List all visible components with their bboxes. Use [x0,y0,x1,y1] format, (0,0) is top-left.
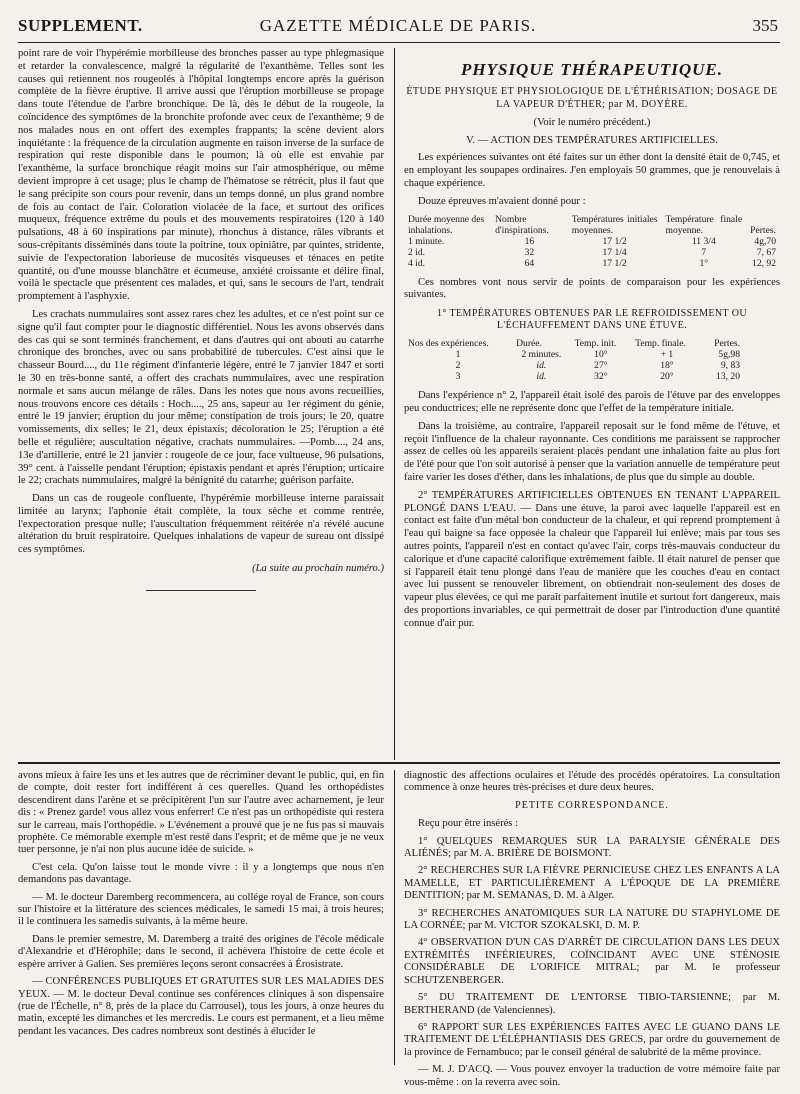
table-cell: 9, 83 [720,360,740,372]
previous-issue-note: (Voir le numéro précédent.) [533,116,651,128]
bottom-left-column [18,770,384,1043]
subsection-heading: V. — ACTION DES TEMPÉRATURES ARTIFICIELLES. [466,134,718,146]
table-header-cell: Pertes. [750,224,776,236]
article-paragraph: Dans la troisième, au contraire, l'appareil reposait sur le fond même de l'étuve, et reçoit l'influence de la chaleur rayonnante. Ces conditions me paraissent se rapprocher assez de celles où les appareils seraient placés pendant une inhalation faite au plus fort de l'été pour que l'on soit autorisé à penser que la variation annuelle de température peut faire varier les doses d'éther, dans les inhalations, de plus que du simple au double. [404,420,780,483]
table-cell: 18° [660,360,674,372]
journal-title: GAZETTE MÉDICALE DE PARIS. [259,16,537,35]
news-paragraph: Dans le premier semestre, M. Daremberg a traité des origines de l'école médicale d'Alexandrie et d'Hérophile; dans le second, il achèvera l'histoire de cette école et espère arriver à Galien. Ses premières leçons seront consacrées à Érosistrate. [18,933,384,970]
correspondence-item: 3° RECHERCHES ANATOMIQUES SUR LA NATURE DU STAPHYLOME DE LA CORNÉE; par M. VICTOR SZOKALSKI, D. M. P. [404,907,780,932]
article-paragraph: Dans un cas de rougeole confluente, l'hypérémie morbilleuse interne paraissait limitée au larynx; l'aphonie était complète, la toux sèche et comme rentrée, l'expectoration presque nulle; l'auscultation fréquemment réitérée n'a révélé aucune altération du bruit respiratoire. Quelques inhalations de vapeur de sureau ont dissipé ces symptômes. [18,493,384,556]
table-cell: 4g,70 [754,235,776,247]
section-title: PHYSIQUE THÉRAPEUTIQUE. [461,60,723,79]
correspondence-item: 2° RECHERCHES SUR LA FIÈVRE PERNICIEUSE CHEZ LES ENFANTS A LA MAMELLE, ET PARTICULIÈREMENT A L'ÉPOQUE DE LA PREMIÈRE DENTITION; par M. SEMANAS, D. M. à Alger. [404,865,780,902]
table-cell: 17 1/2 [602,257,627,269]
correspondence-item: 1° QUELQUES REMARQUES SUR LA PARALYSIE GÉNÉRALE DES ALIÉNÉS; par M. A. BRIÈRE DE BOISMONT. [404,835,780,860]
table-cell: 13, 20 [716,371,740,383]
comparison-paragraph: Ces nombres vont nous servir de points de comparaison pour les expériences suivantes. [404,276,780,301]
right-column [404,62,780,636]
column-divider-bottom [394,770,395,1065]
correspondence-title: PETITE CORRESPONDANCE. [515,799,669,811]
news-paragraph: — CONFÉRENCES PUBLIQUES ET GRATUITES SUR LES MALADIES DES YEUX. — M. le docteur Deval continue ses conférences cliniques à son dispensaire (rue de l'Échelle, n° 8, près de la place du Carrousel), tous les jours, à onze heures du matin, excepté les dimanches et les mercredis. Le cours est permanent, et a lieu même pendant les vacances. Des cadres nombreux sont destinés à élucider le [18,976,384,1037]
table-row [404,371,744,382]
table-header-row [404,338,744,349]
table-header-cell: Temp. finale. [635,338,686,350]
article-paragraph: point rare de voir l'hypérémie morbilleuse des bronches passer au type phlegmasique et retarder la convalescence, malgré la régularité de l'exanthème. Telles sont les causes qui retiennent nos rougeolés à l'hôpital longtemps encore après la guérison complète de la fièvre éruptive. Il arrive aussi que l'éruption morbilleuse se propage dans toute l'étendue de l'arbre bronchique. De là, dès le début de la rougeole, la coïncidence des symptômes de la bronchite profonde avec ceux de l'exanthème; 9 de nos malades nous en ont offert des exemples frappants; la scène devient alors inquiétante : la fréquence de la circulation augmente en raison inverse de la surface de respiration qui reste disponible dans le poumon; là où elle est envahie par l'exanthème, la surface bronchique réagit moins sur l'air atmosphérique, ou même devient impropre à cet usage; plus le champ de l'hématose se rétrécit, plus il faut que le sang précipite son cours pour revenir, dans un temps donné, un plus grand nombre de fois au contact de l'air. Coloration violacée de la face, et surtout des orifices muqueux, fréquence extrême du pouls et des mouvements respiratoires (120 à 140 pulsations, 48 à 60 inspirations par minute), rhonchus à distance, râles vibrants et sous-crépitants disséminés dans toute la poitrine, toux opiniâtre, par quintes, stridente, suivie de l'expectoration laborieuse de mucosités visqueuses et ténaces en petite quantité, ou d'une mousse blanchâtre et écumeuse, anxiété croissante et délire final, voilà le spectacle que présentent ces malades, et qui, sans le secours de l'art, tendrait promptement à l'asphyxie. [18,48,384,303]
article-paragraph: Les crachats nummulaires sont assez rares chez les adultes, et ce n'est point sur ce signe qu'il faut compter pour le diagnostic différentiel. Nous les avons observés dans des cas qui se sont terminés franchement, et dans d'autres qui ont abouti au catarrhe chronique des bronches, avec ou sans probabilité de tubercules. C'est ainsi que le chasseur Bourd...., du 11e régiment d'infanterie légère, entré le 7 janvier 1847 et sorti le 30 en très-bonne santé, a offert des crachats nummulaires, avec une respiration normale et sans aucun mélange de râles. Dans les notes que nous avons recueillies, nous trouvons encore ces détails : Hoch...., 25 ans, sapeur au 1er régiment du génie, entré le 19 janvier; éruption du jour même; constipation de trois jours; le 20, quatre vomissements, dix selles; le 21, deux épistaxis; décoloration le 25; l'éruption a été belle et régulière; auscultation négative, crachats nummulaires. —Pomb...., 24 ans, 13e d'artillerie, entré le 21 janvier : rougeole de ce jour, face vultueuse, 96 pulsations, 39° cent. à l'aisselle pendant l'éruption; épistaxis pendant et après l'éruption; urticaire le 22; crachats nummulaires, malgré la bénignité du catarrhe; guérison parfaite. [18,308,384,487]
table-header-row [404,214,780,236]
table-cell: 5g,98 [718,349,740,361]
table-cell: 7 [701,246,707,258]
article-end-rule [146,590,256,591]
table-row [404,236,780,247]
continuation-note: (La suite au prochain numéro.) [252,563,384,575]
table-cell: 64 [524,257,535,269]
table-cell: 1° [699,257,709,269]
news-paragraph: — M. le docteur Daremberg recommencera, au collége royal de France, son cours sur l'histoire et la littérature des sciences médicales, le samedi 15 mai, à trois heures; il le continuera les samedis suivants, à la même heure. [18,891,384,928]
table-cell: 20° [660,371,674,383]
table-cell: 2 [455,360,461,372]
table-cell: 3 [455,371,461,383]
table-cell: 1 minute. [408,235,445,247]
intro-paragraph-2: Douze épreuves m'avaient donné pour : [418,195,586,207]
table-cell: 10° [594,349,608,361]
section-divider [18,762,780,764]
header-rule [18,42,780,43]
results-table-2 [404,338,744,382]
table-cell: 17 1/4 [602,246,627,258]
news-paragraph: diagnostic des affections oculaires et l'étude des procédés opératoires. La consultation commence à onze heures très-précises et dure deux heures. [404,770,780,794]
table-cell: 17 1/2 [602,235,627,247]
table-header-cell: Pertes. [714,338,740,350]
table-cell: id. [536,371,547,383]
article-title: ÉTUDE PHYSIQUE ET PHYSIOLOGIQUE DE L'ÉTHÉRISATION; DOSAGE DE LA VAPEUR D'ÉTHER; par M. DOYÈRE. [406,85,778,110]
table-cell: 27° [594,360,608,372]
table-cell: 7, 67 [756,246,776,258]
table-cell: 12, 92 [752,257,776,269]
table-row [404,349,744,360]
table-header-cell: Températures initiales moyennes. [571,213,658,236]
supplement-label: SUPPLEMENT. [18,16,143,35]
intro-paragraph: Les expériences suivantes ont été faites sur un éther dont la densité était de 0,745, et en employant les soupapes ordinaires. J'en employais 50 grammes, que je renouvelais à chaque expérience. [404,152,780,189]
table-cell: 4 id. [408,257,426,269]
bottom-right-column [404,770,780,1094]
correspondence-item: — M. J. D'ACQ. — Vous pouvez envoyer la traduction de votre mémoire faite par vous-même : on la reverra avec soin. [404,1064,780,1088]
page-header [18,16,778,40]
table-cell: id. [536,360,547,372]
table-row [404,247,780,258]
table-header-cell: Durée moyenne des inhalations. [408,213,485,236]
table-row [404,360,744,371]
table-header-cell: Température finale moyenne. [665,213,743,236]
section-1-heading: 1° TEMPÉRATURES OBTENUES PAR LE REFROIDISSEMENT OU L'ÉCHAUFFEMENT DANS UNE ÉTUVE. [437,308,747,332]
table-header-cell: Nos des expériences. [408,338,489,350]
correspondence-item: 5° DU TRAITEMENT DE L'ENTORSE TIBIO-TARSIENNE; par M. BERTHERAND (de Valenciennes). [404,992,780,1016]
correspondence-item: 6° RAPPORT SUR LES EXPÉRIENCES FAITES AVEC LE GUANO DANS LE TRAITEMENT DE L'ÉLÉPHANTIASIS DES GRECS, par ordre du gouvernement de la province de Fernambuco; par le conseil général de salubrité de la même province. [404,1021,780,1058]
table-header-cell: Temp. init. [574,338,617,350]
news-paragraph: C'est cela. Qu'on laisse tout le monde vivre : il y a longtemps que nous n'en demandons pas davantage. [18,861,384,886]
table-header-cell: Durée. [516,338,542,350]
table-cell: 2 minutes. [521,349,562,361]
table-cell: + 1 [660,349,674,361]
table-cell: 32 [524,246,535,258]
table-cell: 2 id. [408,246,426,258]
table-cell: 1 [455,349,461,361]
page-number: 355 [752,16,778,35]
column-divider-top [394,48,395,760]
received-label: Reçu pour être insérés : [418,818,519,830]
news-paragraph: avons mieux à faire les uns et les autres que de récriminer devant le public, qui, en fin de compte, doit rester fort indifférent à ces querelles. Quand les orthopédistes descendirent dans l'arène et se précipitèrent l'un sur l'autre avec acharnement, je leur dis : « Prenez garde! vous allez vous enferrer! Ce n'est pas un orthopédiste qui restera sur le carreau, mais l'orthopédie. » L'événement a prouvé que je ne fus pas si mauvais prophète. Ce mémorable exemple m'est resté dans l'esprit; et de même que je ne veux tuer personne, je n'ai non plus aucune idée de suicide. » [18,770,384,856]
article-paragraph: Dans l'expérience n° 2, l'appareil était isolé des parois de l'étuve par des enveloppes peu conductrices; elle ne représente donc que l'effet de la température initiale. [404,390,780,414]
table-cell: 11 3/4 [691,235,716,247]
correspondence-item: 4° OBSERVATION D'UN CAS D'ARRÊT DE CIRCULATION DANS LES DEUX EXTRÉMITÉS INFÉRIEURES, COÏNCIDANT AVEC UNE STÉNOSIE CONSIDÉRABLE DE L'ORIFICE MITRAL; par M. le professeur SCHUTZENBERGER. [404,937,780,986]
results-table-1 [404,214,780,269]
article-paragraph: 2° TEMPÉRATURES ARTIFICIELLES OBTENUES EN TENANT L'APPAREIL PLONGÉ DANS L'EAU. — Dans une étuve, la paroi avec laquelle l'appareil est en contact est faite d'un métal bon conducteur de la chaleur, et qui reprend promptement à l'eau qui baigne sa face opposée la chaleur que l'appareil lui enlève; mais par tous ses autres points, l'appareil n'est en contact qu'avec l'air, corps très-mauvais conducteur du calorique et d'une capacité calorifique extrêmement faible. Il était naturel de penser que si l'appareil était tenu plongé dans l'eau de manière que les couches d'eau en contact avec lui pussent se renouveler librement, on obtiendrait non-seulement des doses de vapeur plus élevées, ce qui me paraît parfaitement inutile et surtout fort dangereux, mais des proportions invariables, ce qui permettrait de doser par l'introduction d'une quantité connue d'air pur. [404,489,780,629]
table-cell: 16 [524,235,535,247]
table-header-cell: Nombre d'inspirations. [495,213,549,236]
left-column [18,48,384,605]
table-row [404,258,780,269]
table-cell: 32° [594,371,608,383]
